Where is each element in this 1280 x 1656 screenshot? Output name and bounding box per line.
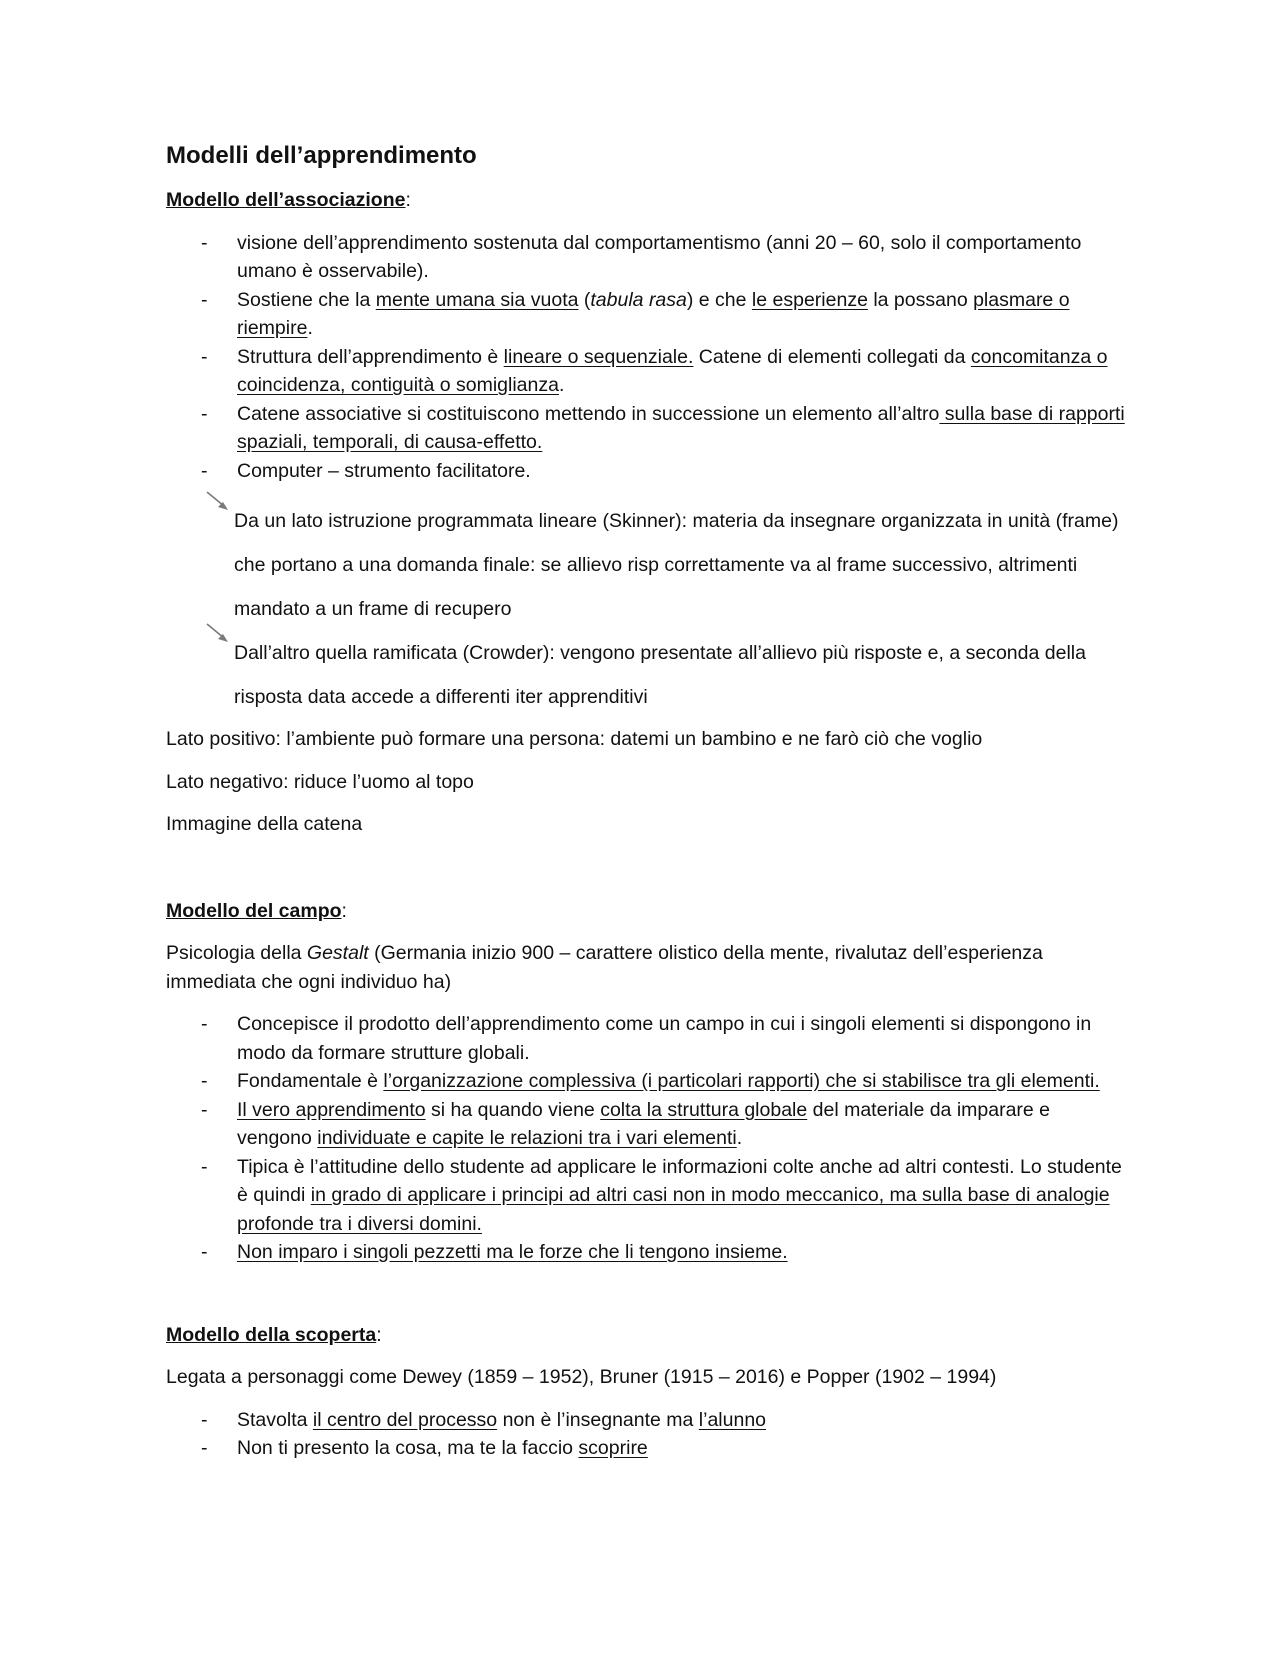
section-association-heading — [166, 186, 1126, 215]
dash-bullet: - — [201, 1241, 208, 1263]
list-item — [166, 1406, 1126, 1435]
spacer — [166, 1281, 1126, 1321]
page-title: Modelli dell’apprendimento — [166, 142, 477, 169]
dash-bullet: - — [201, 345, 208, 368]
sub-point-text: Da un lato istruzione programmata lineare (Skinner): materia da insegnare organizzata in unità (frame) che portano a una domanda finale: se allievo risp correttamente va al frame successivo, altrimenti mandato a un frame di recupero — [234, 510, 1119, 620]
dash-bullet: - — [201, 1013, 208, 1035]
text: la possano — [867, 288, 974, 311]
colon: : — [405, 189, 411, 211]
list-item — [166, 343, 1126, 400]
dash-bullet: - — [201, 402, 208, 425]
section-title: Modello della scoperta — [166, 1323, 377, 1346]
text: Tipica è l’attitudine dello studente ad applicare le informazioni colte anche ad altri contesti. Lo studente è quindi — [237, 1155, 1122, 1206]
text: Psicologia della — [166, 942, 307, 964]
text: Non ti presento la cosa, ma te la faccio — [237, 1437, 579, 1459]
text: Struttura dell’apprendimento è — [237, 345, 504, 368]
sub-point-linear — [166, 499, 1126, 631]
underlined-text: colta la struttura globale — [600, 1098, 808, 1121]
field-intro — [166, 939, 1126, 996]
chain-image-label: Immagine della catena — [166, 813, 363, 835]
document-page — [166, 140, 1126, 1477]
list-item — [166, 400, 1126, 457]
colon: : — [376, 1323, 382, 1346]
dash-bullet: - — [201, 1098, 208, 1121]
arrow-icon — [204, 621, 232, 647]
section-title: Modello del campo — [166, 899, 342, 922]
list-item — [166, 1010, 1126, 1067]
item-text: visione dell’apprendimento sostenuta dal comportamentismo (anni 20 – 60, solo il comportamento umano è osservabile). — [237, 231, 1082, 282]
text: . — [736, 1127, 743, 1149]
association-list — [166, 229, 1126, 486]
underlined-text: plasmare o riempire — [237, 288, 1070, 339]
list-item — [166, 1434, 1126, 1463]
dash-bullet: - — [201, 1437, 208, 1459]
underlined-text: sulla base di rapporti spaziali, temporali, di causa-effetto. — [237, 402, 1125, 453]
discovery-list — [166, 1406, 1126, 1463]
underlined-text: concomitanza o coincidenza, contiguità o somiglianza — [237, 345, 1108, 396]
text: Stavolta — [237, 1408, 313, 1431]
item-text: Concepisce il prodotto dell’apprendimento come un campo in cui i singoli elementi si dispongono in modo da formare strutture globali. — [237, 1013, 1092, 1064]
item-text: Computer – strumento facilitatore. — [237, 459, 531, 482]
text: si ha quando viene — [425, 1098, 601, 1121]
negative-side: Lato negativo: riduce l’uomo al topo — [166, 770, 474, 793]
arrow-icon — [204, 489, 232, 515]
dash-bullet: - — [201, 1408, 208, 1431]
section-field-heading — [166, 897, 1126, 926]
list-item — [166, 286, 1126, 343]
underlined-text: scoprire — [578, 1437, 648, 1459]
section-discovery-heading — [166, 1321, 1126, 1350]
dash-bullet: - — [201, 459, 208, 482]
underlined-text: il centro del processo — [312, 1408, 498, 1431]
sub-point-text: Dall’altro quella ramificata (Crowder): vengono presentate all’allievo più risposte e, a seconda della risposta data accede a differenti iter apprenditivi — [234, 642, 1086, 708]
underlined-text: Il vero apprendimento — [237, 1098, 426, 1121]
list-item — [166, 1238, 1126, 1267]
text: (Germania inizio 900 – carattere olistico della mente, rivalutaz dell’esperienza immediata che ogni individuo ha) — [166, 942, 1043, 993]
text: non è l’insegnante ma — [497, 1408, 699, 1431]
text: Fondamentale è — [237, 1070, 384, 1092]
text: Catene di elementi collegati da — [693, 345, 971, 368]
list-item — [166, 229, 1126, 286]
text: del materiale da imparare e vengono — [237, 1098, 1051, 1149]
list-item — [166, 1096, 1126, 1153]
sub-point-branched — [166, 631, 1126, 719]
underlined-text: mente umana sia vuota — [375, 288, 579, 311]
underlined-text: lineare o sequenziale. — [503, 345, 694, 368]
list-item — [166, 457, 1126, 486]
list-item — [166, 1067, 1126, 1096]
italic-text: tabula rasa — [590, 288, 687, 311]
dash-bullet: - — [201, 231, 208, 254]
section-title: Modello dell’associazione — [166, 189, 406, 211]
text: ) e che — [686, 288, 752, 311]
colon: : — [341, 899, 347, 922]
discovery-intro: Legata a personaggi come Dewey (1859 – 1952), Bruner (1915 – 2016) e Popper (1902 – 1994) — [166, 1366, 997, 1388]
text: . — [558, 374, 565, 396]
underlined-text: l’organizzazione complessiva (i particolari rapporti) che si stabilisce tra gli elementi. — [383, 1070, 1100, 1092]
underlined-text: Non imparo i singoli pezzetti ma le forze che li tengono insieme. — [237, 1241, 788, 1263]
list-item — [166, 1153, 1126, 1239]
text: Catene associative si costituiscono mettendo in successione un elemento all’altro — [237, 402, 940, 425]
text: Sostiene che la — [237, 288, 376, 311]
text: . — [307, 317, 313, 339]
italic-text: Gestalt — [306, 942, 369, 964]
underlined-text: individuate e capite le relazioni tra i vari elementi — [317, 1127, 737, 1149]
underlined-text: le esperienze — [751, 288, 868, 311]
field-list — [166, 1010, 1126, 1267]
spacer — [166, 853, 1126, 897]
positive-side: Lato positivo: l’ambiente può formare una persona: datemi un bambino e ne farò ciò che voglio — [166, 728, 983, 750]
text: ( — [578, 288, 591, 311]
dash-bullet: - — [201, 1070, 208, 1092]
dash-bullet: - — [201, 288, 208, 311]
dash-bullet: - — [201, 1155, 208, 1178]
underlined-text: l’alunno — [698, 1408, 767, 1431]
underlined-text: in grado di applicare i principi ad altri casi non in modo meccanico, ma sulla base di analogie profonde tra i diversi domini. — [237, 1184, 1110, 1235]
